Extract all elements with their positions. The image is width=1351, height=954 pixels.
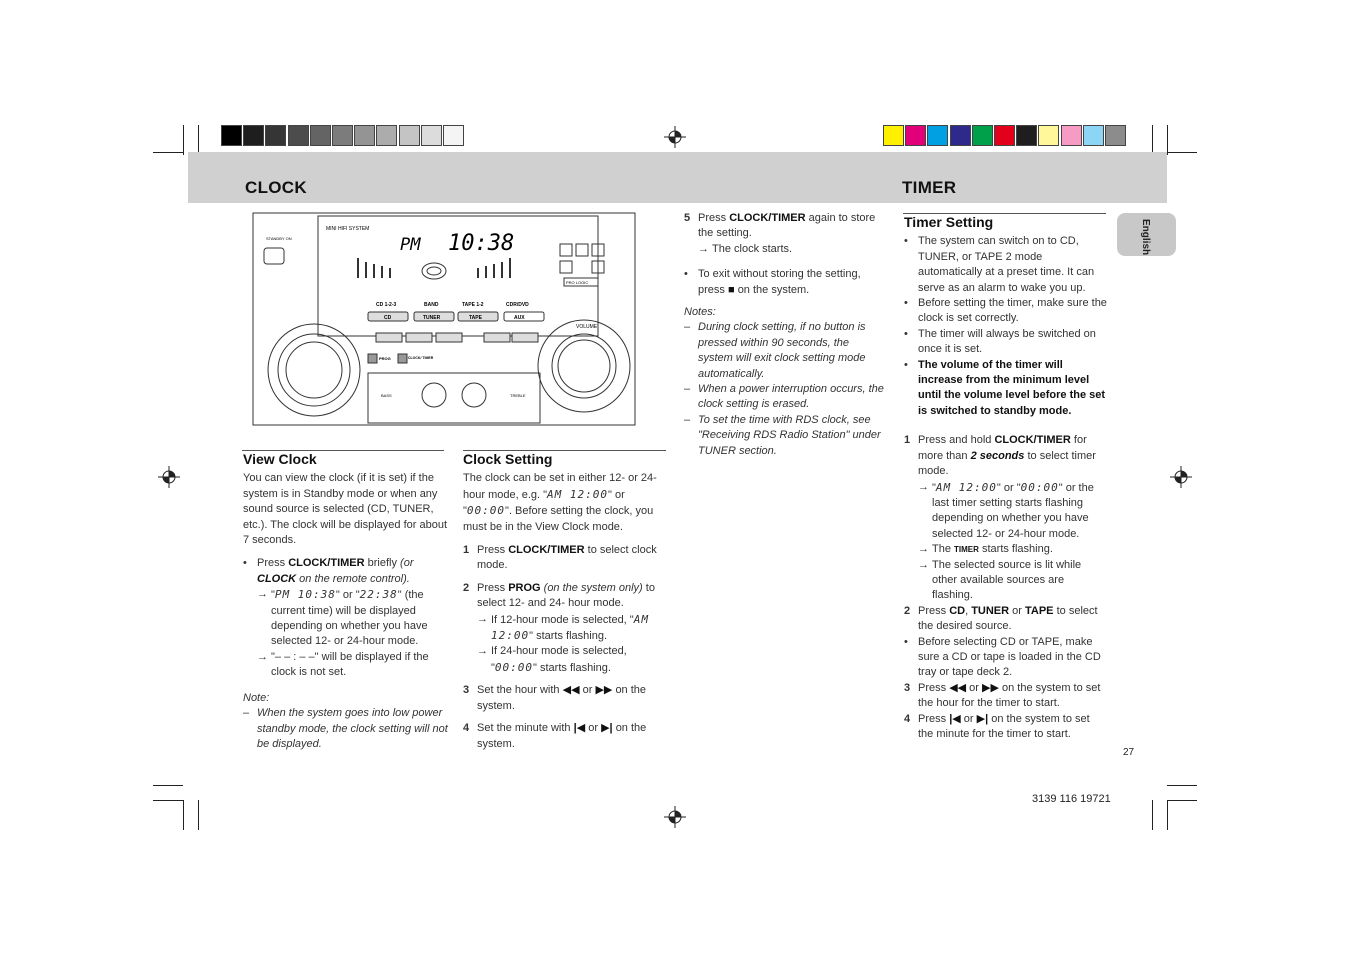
result-line: → "PM 10:38" or "22:38" (the current time) will be displayed depending on whether you have selected 12- or 24-hour mode. [257,588,428,648]
registration-mark-icon [664,126,686,148]
crop-mark [1152,800,1153,830]
color-swatch [1038,125,1059,146]
result-line: → The clock starts. [698,242,793,255]
color-swatch [443,125,464,146]
list-item: • The timer will always be switched on once it is set. [904,327,1096,356]
registration-mark-icon [158,466,180,488]
color-swatch [243,125,264,146]
list-item: • The volume of the timer will increase from the minimum level until the volume level before the set is switched to standby mode. [904,358,1106,417]
color-swatch [883,125,904,146]
crop-mark [1167,800,1168,830]
clock-title: CLOCK [245,178,307,197]
note-item: – When the system goes into low power standby mode, the clock setting will not be displayed. [243,707,448,750]
language-label: English [1140,219,1151,256]
rewind-icon: ◀◀ [949,681,967,694]
view-clock-intro: You can view the clock (if it is set) if the system is in Standby mode or when any sound source is selected (CD, TUNER, etc.). The clock will be displayed for about 7 seconds. [243,472,448,547]
display-ampm: PM [400,235,421,255]
color-swatch [310,125,331,146]
bass-label: BASS [381,393,392,398]
crop-mark [153,785,183,786]
view-clock-heading: View Clock [243,451,317,467]
color-swatch [1083,125,1104,146]
result-line: → "AM 12:00" or "00:00" or the last timer setting starts flashing depending on whether you have selected 12- or 24-hour mode. [918,480,1094,540]
previous-icon: |◀ [573,722,586,735]
next-icon: ▶| [601,722,613,735]
display-time: 10:38 [448,231,515,256]
color-swatch [1016,125,1037,146]
source-button: TAPE [469,315,482,321]
source-label: TAPE 1-2 [462,302,484,308]
color-swatch [265,125,286,146]
timer-title: TIMER [902,178,957,197]
color-swatch [994,125,1015,146]
view-clock-section [243,452,448,759]
list-item: • The system can switch on to CD, TUNER, or TAPE 2 mode automatically at a preset time. It can serve as an alarm to wake you up. [904,235,1095,294]
step-item: 4 Set the minute with |◀ or ▶| on the system. [463,722,647,750]
crop-mark [1167,152,1197,153]
header-band [188,152,1167,203]
result-line: → The TIMER starts flashing. [918,543,1053,556]
result-line: → "– – : – –" will be displayed if the clock is not set. [257,650,429,679]
color-swatch [1105,125,1126,146]
step-item: 1 Press CLOCK/TIMER to select clock mode. [463,544,657,572]
result-line: → If 12-hour mode is selected, "AM 12:00" starts flashing. [477,612,649,643]
source-label: CD 1-2-3 [376,302,397,308]
step-item: 4 Press |◀ or ▶| on the system to set the minute for the timer to start. [904,712,1090,740]
step-item: 5 Press CLOCK/TIMER again to store the setting. → The clock starts. [684,211,886,257]
color-swatch [288,125,309,146]
timer-setting-heading: Timer Setting [904,214,994,230]
volume-label: VOLUME [576,324,598,330]
clock-setting-section [463,452,668,759]
standby-label: STANDBY ON [266,236,292,241]
previous-icon: |◀ [949,712,961,725]
result-line: → If 24-hour mode is selected, "00:00" starts flashing. [477,645,627,674]
color-swatch [354,125,375,146]
registration-mark-icon [664,806,686,828]
source-label: BAND [424,302,439,308]
crop-mark [1167,125,1168,155]
list-item: • Before setting the timer, make sure the clock is set correctly. [904,297,1107,325]
stop-icon: ■ [727,283,735,296]
color-swatch [1061,125,1082,146]
step-item: 3 Set the hour with ◀◀ or ▶▶ on the system. [463,684,647,712]
list-item: • Press CLOCK/TIMER briefly (or CLOCK on the remote control). → "PM 10:38" or "22:38" (the current time) will be displayed depending on whether you have selected 12- or 24-hour mode. → "– – : – –" will be displayed if the clock is not set. [243,556,448,680]
crop-mark [1152,125,1153,155]
registration-mark-icon [1170,466,1192,488]
treble-label: TREBLE [510,393,526,398]
note-label: Note: [243,691,270,704]
note-item: – When a power interruption occurs, the clock setting is erased. [684,383,884,411]
color-swatch [927,125,948,146]
color-swatch [376,125,397,146]
color-swatch [905,125,926,146]
step-item: 2 Press PROG (on the system only) to select 12- and 24- hour mode. → If 12-hour mode is selected, "AM 12:00" starts flashing. → If 24-hour mode is selected, "00:00" starts flashing. [463,581,668,676]
note-item: – To set the time with RDS clock, see "Receiving RDS Radio Station" under TUNER section. [684,413,881,457]
crop-mark [198,125,199,155]
crop-mark [183,125,184,155]
color-swatch [421,125,442,146]
rewind-icon: ◀◀ [562,684,580,697]
result-line: → The selected source is lit while other available sources are flashing. [918,558,1082,602]
step-item: 1 Press and hold CLOCK/TIMER for more than 2 seconds to select timer mode. → "AM 12:00" or "00:00" or the last timer setting starts flashing depending on whether you have selected 12- or 24-hour mode. → The TIMER starts flashing. → The selected source is lit while other available sources are flashing. [904,433,1108,603]
color-swatch [221,125,242,146]
color-swatch [950,125,971,146]
brand-line: MINI HIFI SYSTEM [326,226,370,232]
notes-label: Notes: [684,306,716,319]
timer-setting-section [904,215,1108,742]
fast-forward-icon: ▶▶ [595,684,613,697]
crop-mark [198,800,199,830]
source-label: CDR/DVD [506,302,529,308]
hifi-system-illustration [248,208,640,426]
document-code: 3139 116 19721 [1032,793,1111,805]
crop-mark [183,800,184,830]
crop-mark [1167,785,1197,786]
clock-setting-heading: Clock Setting [463,451,553,467]
step-item: 3 Press ◀◀ or ▶▶ on the system to set the hour for the timer to start. [904,681,1101,710]
clock-timer-label: CLOCK/ TIMER [408,356,434,360]
next-icon: ▶| [976,712,989,725]
list-item: • To exit without storing the setting, press ■ on the system. [684,268,861,296]
crop-mark [153,800,183,801]
clock-setting-intro: The clock can be set in either 12- or 24-hour mode, e.g. "AM 12:00" or "00:00". Before setting the clock, you must be in the View Clock mode. [463,472,657,533]
crop-mark [1167,800,1197,801]
step-item: 2 Press CD, TUNER or TAPE to select the desired source. [904,604,1098,633]
source-button: AUX [514,315,525,321]
clock-setting-continued [684,211,886,459]
color-swatch [332,125,353,146]
source-button: CD [384,315,392,321]
prog-label: PROG [379,356,391,361]
note-item: – During clock setting, if no button is pressed within 90 seconds, the system will exit clock setting mode automatically. [684,321,866,380]
color-swatch [972,125,993,146]
list-item: • Before selecting CD or TAPE, make sure a CD or tape is loaded in the CD tray or tape deck 2. [904,635,1101,679]
crop-mark [153,152,183,153]
fast-forward-icon: ▶▶ [982,681,999,694]
source-button: TUNER [423,315,441,321]
pro-logic-label: PRO LOGIC [566,280,589,285]
color-swatch [399,125,420,146]
page-number: 27 [1123,747,1135,758]
language-tab [1117,213,1176,256]
